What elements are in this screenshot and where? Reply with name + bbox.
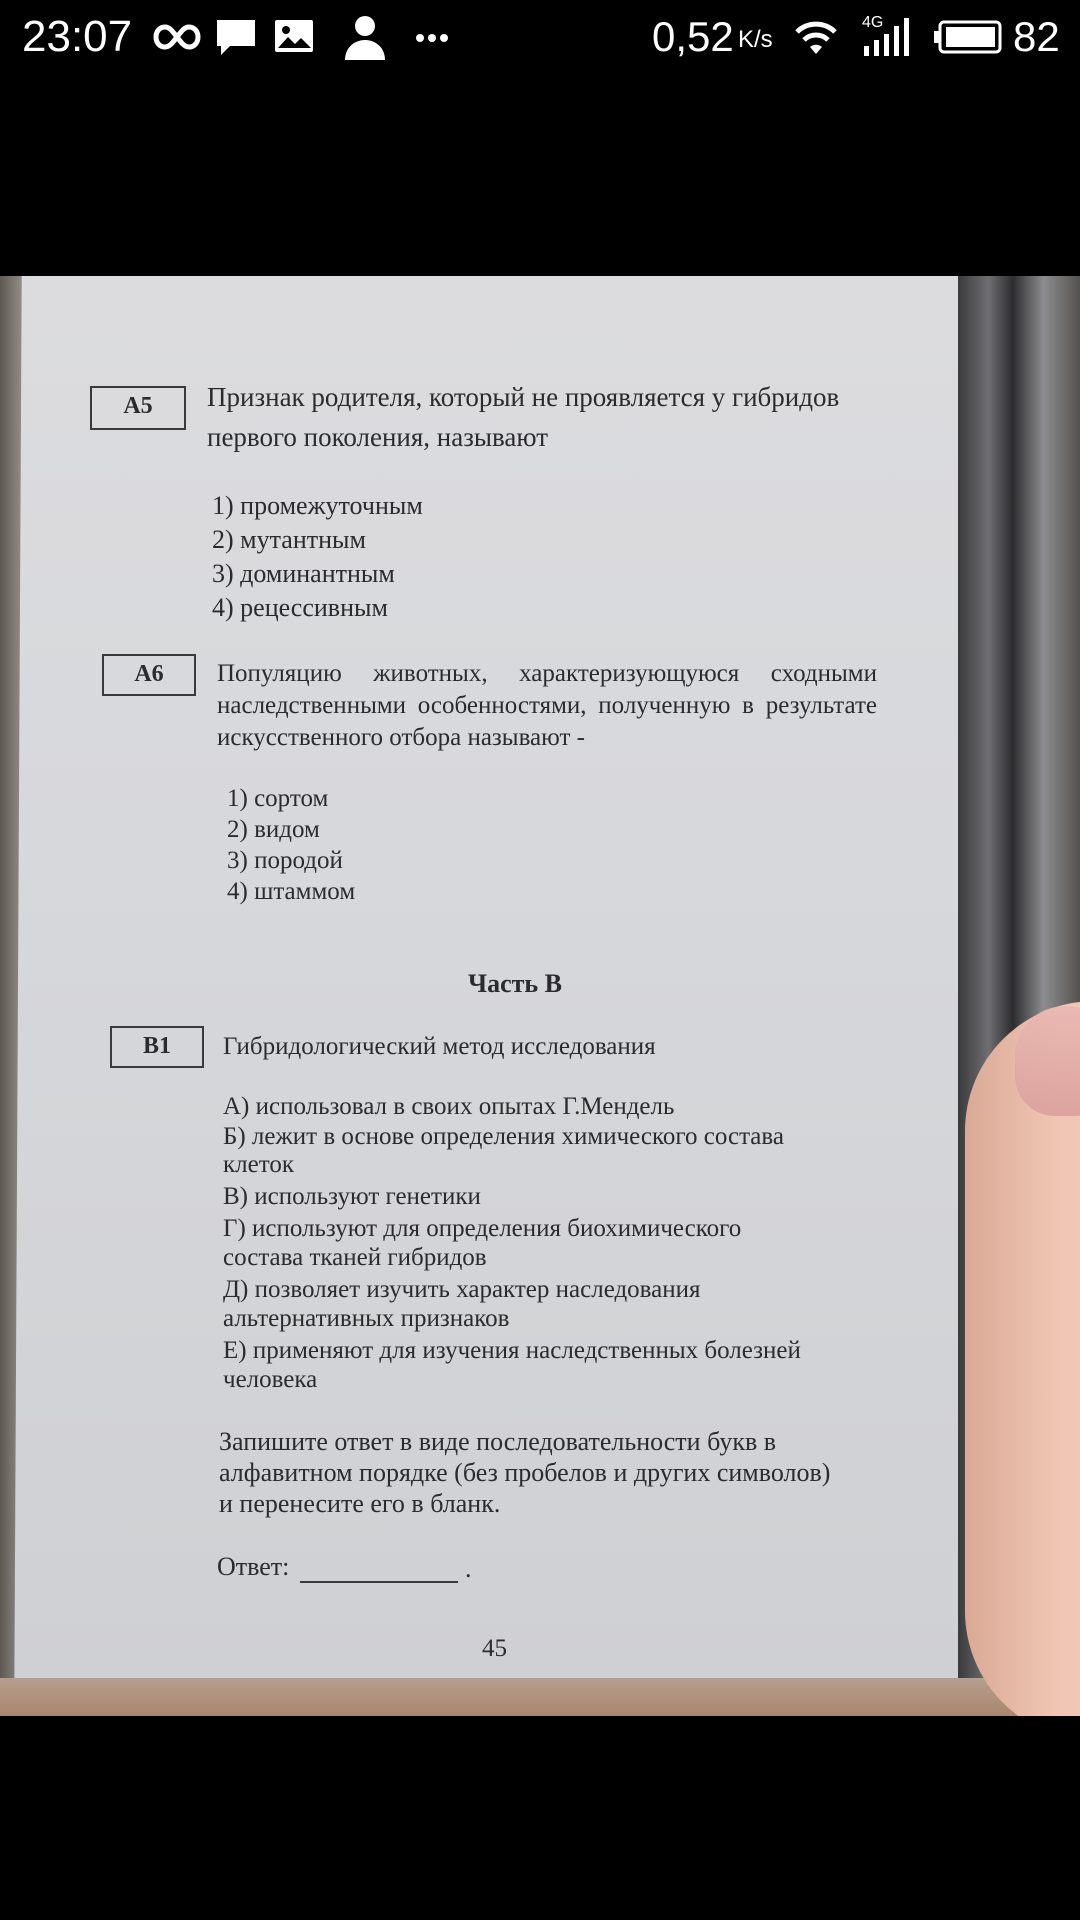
status-time: 23:07 bbox=[22, 12, 133, 61]
question-b1-option-line-6: состава тканей гибридов bbox=[223, 1244, 487, 1271]
battery-level: 82 bbox=[1013, 13, 1060, 60]
question-b1-option-line-1: А) использовал в своих опытах Г.Мендель bbox=[223, 1093, 675, 1120]
question-b1-option-line-9: Е) применяют для изучения наследственных болезней bbox=[223, 1337, 801, 1364]
question-label-a6: А6 bbox=[102, 654, 196, 696]
question-b1-option-line-7: Д) позволяет изучить характер наследования bbox=[223, 1276, 701, 1303]
instruction-line-3: и перенесите его в бланк. bbox=[219, 1489, 501, 1518]
question-a5-option-4: 4) рецессивным bbox=[212, 593, 388, 622]
question-a6-text: Популяцию животных, характеризующуюся сходными наследственными особенностями, полученную в результате искусственного отбора называют - bbox=[217, 660, 877, 751]
page-number: 45 bbox=[482, 1635, 507, 1662]
network-type: 4G bbox=[862, 14, 884, 31]
answer-label: Ответ: bbox=[217, 1552, 290, 1581]
question-b1-option-line-10: человека bbox=[223, 1366, 318, 1393]
question-a6-option-4: 4) штаммом bbox=[227, 878, 356, 905]
question-b1-option-line-5: Г) используют для определения биохимического bbox=[223, 1215, 742, 1242]
question-a5-option-1: 1) промежуточным bbox=[212, 491, 423, 520]
part-b-title: Часть В bbox=[468, 969, 562, 998]
question-b1-text: Гибридологический метод исследования bbox=[223, 1033, 656, 1060]
question-a6-option-1: 1) сортом bbox=[227, 785, 329, 812]
question-a5-line-2: первого поколения, называют bbox=[207, 422, 548, 452]
answer-period: . bbox=[465, 1554, 472, 1583]
question-a5-option-3: 3) доминантным bbox=[212, 559, 395, 588]
question-b1-option-line-4: В) используют генетики bbox=[223, 1183, 481, 1210]
question-label-b1: В1 bbox=[110, 1026, 204, 1068]
instruction-line-1: Запишите ответ в виде последовательности букв в bbox=[219, 1427, 777, 1456]
question-a6-option-3: 3) породой bbox=[227, 847, 343, 874]
question-a5-option-2: 2) мутантным bbox=[212, 525, 366, 554]
network-speed-unit: K/s bbox=[738, 26, 773, 53]
question-a6-option-2: 2) видом bbox=[227, 816, 320, 843]
network-speed: 0,52 bbox=[652, 13, 734, 60]
question-label-a5: А5 bbox=[90, 386, 186, 430]
question-b1-option-line-8: альтернативных признаков bbox=[223, 1305, 510, 1332]
answer-blank bbox=[300, 1581, 458, 1583]
question-b1-option-line-3: клеток bbox=[223, 1151, 294, 1178]
instruction-line-2: алфавитном порядке (без пробелов и других символов) bbox=[219, 1458, 831, 1487]
question-a5-line-1: Признак родителя, который не проявляется у гибридов bbox=[207, 382, 840, 412]
question-b1-option-line-2: Б) лежит в основе определения химического состава bbox=[223, 1123, 784, 1150]
